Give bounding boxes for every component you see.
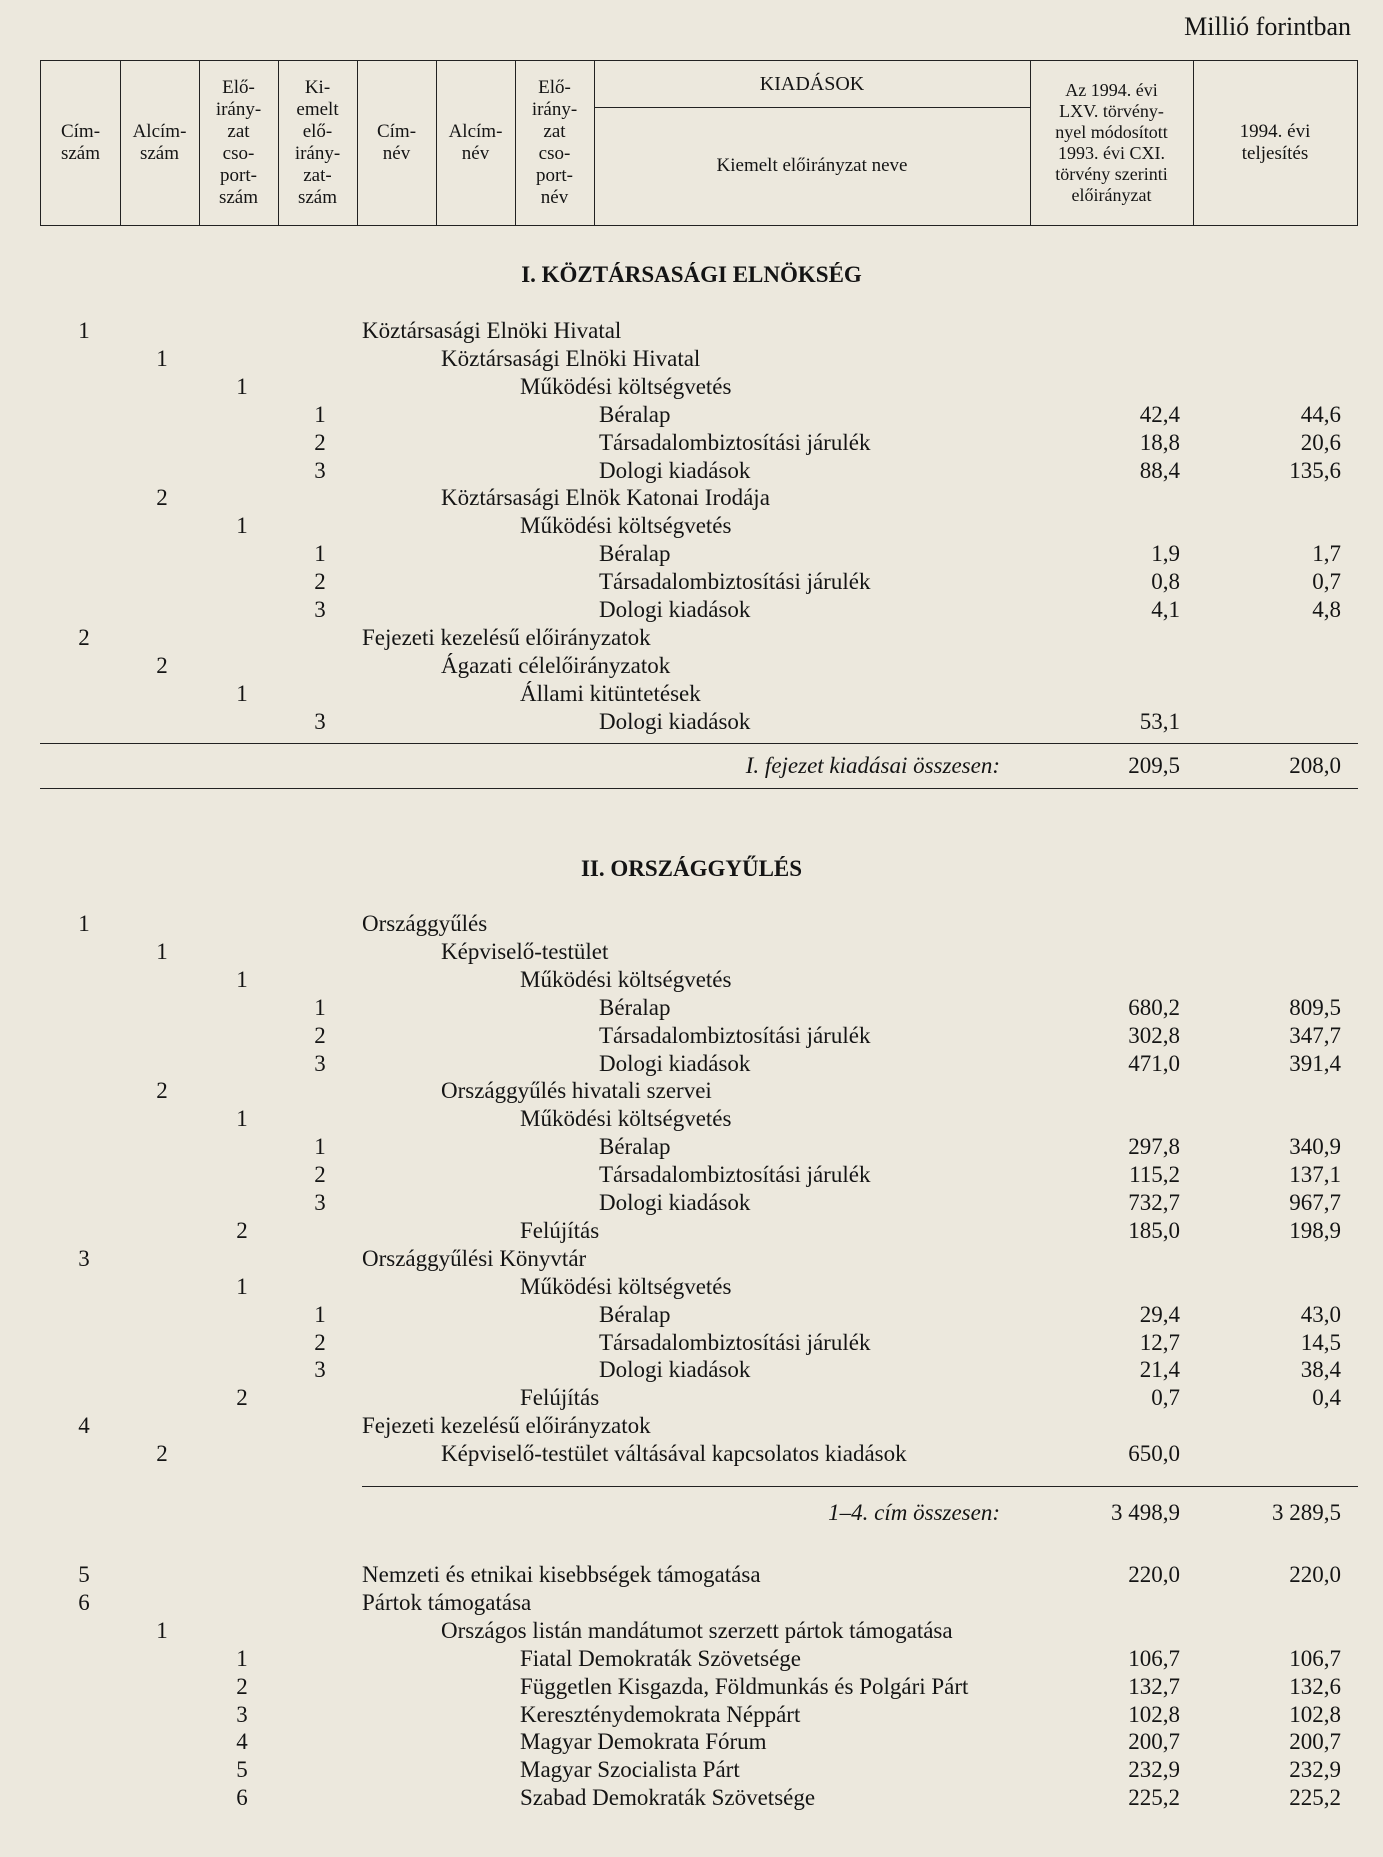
row-name: Működési költségvetés (520, 966, 732, 992)
row-teljesites: 1,7 (1312, 541, 1341, 567)
row-number: 1 (236, 966, 248, 992)
row-eloiranyzat: 18,8 (1139, 429, 1180, 455)
table-row (0, 680, 1383, 708)
row-number: 1 (314, 994, 326, 1020)
table-row (0, 568, 1383, 596)
row-name: Köztársasági Elnök Katonai Irodája (441, 485, 770, 511)
row-name: Dologi kiadások (599, 1050, 751, 1076)
header-eloiranyzat-csoport-szam: Elő- irány- zat cso- port- szám (215, 77, 262, 208)
row-eloiranyzat: 115,2 (1129, 1162, 1180, 1188)
row-number: 1 (236, 373, 248, 399)
row-number: 1 (314, 401, 326, 427)
table-row (0, 596, 1383, 624)
table-row (0, 345, 1383, 373)
header-cim-nev: Cím- név (376, 121, 417, 164)
row-name: Fejezeti kezelésű előirányzatok (362, 1413, 651, 1439)
table-row (0, 1617, 1383, 1645)
row-name: Magyar Demokrata Fórum (520, 1729, 767, 1755)
row-name: Nemzeti és etnikai kisebbségek támogatása (362, 1562, 761, 1587)
row-number: 2 (236, 1673, 248, 1699)
row-name: Országgyűlés hivatali szervei (441, 1078, 712, 1104)
table-row (0, 540, 1383, 568)
row-number: 1 (156, 1617, 168, 1643)
row-name: Állami kitüntetések (520, 680, 701, 706)
table-row (0, 1245, 1383, 1273)
row-teljesites: 132,6 (1289, 1673, 1341, 1699)
row-name: Országgyűlés (362, 911, 488, 936)
header-kiadasok: KIADÁSOK (759, 72, 865, 95)
row-number: 2 (314, 1329, 326, 1355)
row-number: 1 (314, 1301, 326, 1327)
row-name: Béralap (599, 994, 671, 1020)
row-eloiranyzat: 225,2 (1128, 1785, 1180, 1811)
table-row (0, 1412, 1383, 1440)
table-row (0, 1645, 1383, 1673)
row-eloiranyzat: 88,4 (1139, 457, 1180, 483)
row-number: 1 (236, 1106, 248, 1132)
row-number: 2 (236, 1385, 248, 1411)
row-name: Köztársasági Elnöki Hivatal (441, 345, 701, 371)
row-eloiranyzat: 53,1 (1139, 708, 1180, 734)
row-teljesites: 137,1 (1289, 1162, 1341, 1188)
row-eloiranyzat: 132,7 (1128, 1673, 1180, 1699)
header-alcim-szam: Alcím- szám (132, 121, 187, 164)
row-number: 1 (236, 680, 248, 706)
row-teljesites: 198,9 (1289, 1217, 1341, 1243)
table-row (0, 1440, 1383, 1468)
table-row (0, 457, 1383, 485)
row-number: 2 (78, 624, 90, 650)
row-teljesites: 391,4 (1289, 1050, 1341, 1076)
table-row (0, 1189, 1383, 1217)
table-row (0, 373, 1383, 401)
row-name: Kereszténydemokrata Néppárt (520, 1701, 801, 1727)
row-eloiranyzat: 732,7 (1128, 1190, 1180, 1215)
row-number: 1 (236, 1273, 248, 1299)
row-number: 3 (314, 1357, 326, 1383)
row-number: 5 (236, 1757, 248, 1783)
table-row (0, 994, 1383, 1022)
row-number: 1 (78, 911, 90, 936)
header-teljesites: 1994. évi teljesítés (1239, 121, 1311, 164)
row-number: 2 (314, 1022, 326, 1048)
table-row (0, 1273, 1383, 1301)
table-row (0, 624, 1383, 652)
table-row (0, 1217, 1383, 1245)
row-number: 2 (156, 652, 168, 678)
row-eloiranyzat: 0,8 (1151, 569, 1180, 595)
row-number: 5 (78, 1562, 90, 1587)
table-row (0, 1756, 1383, 1784)
row-name: Társadalombiztosítási járulék (599, 569, 871, 595)
row-eloiranyzat: 650,0 (1128, 1441, 1180, 1467)
row-name: Képviselő-testület (441, 938, 609, 964)
table-row (0, 512, 1383, 540)
row-eloiranyzat: 185,0 (1128, 1217, 1180, 1243)
table-row (0, 1077, 1383, 1105)
row-name: Országos listán mandátumot szerzett pártok támogatása (441, 1617, 953, 1643)
row-name: Béralap (599, 1301, 671, 1327)
table-row (0, 1384, 1383, 1412)
table-row (0, 708, 1383, 736)
table-row (0, 652, 1383, 680)
row-teljesites: 0,4 (1312, 1385, 1341, 1411)
row-name: Független Kisgazda, Földmunkás és Polgári Párt (520, 1673, 969, 1699)
row-teljesites: 809,5 (1289, 994, 1341, 1020)
row-eloiranyzat: 42,4 (1139, 401, 1180, 427)
row-eloiranyzat: 680,2 (1128, 994, 1180, 1020)
total-teljesites: 208,0 (1289, 753, 1341, 778)
row-number: 1 (314, 1134, 326, 1160)
row-number: 3 (314, 708, 326, 734)
row-eloiranyzat: 106,7 (1128, 1645, 1180, 1671)
table-row (0, 910, 1383, 938)
header-alcim-nev: Alcím- név (448, 121, 503, 164)
row-number: 3 (78, 1245, 90, 1271)
row-eloiranyzat: 200,7 (1128, 1729, 1180, 1755)
row-name: Működési költségvetés (520, 1273, 732, 1299)
row-name: Béralap (599, 541, 671, 567)
row-name: Dologi kiadások (599, 1190, 751, 1215)
row-eloiranyzat: 471,0 (1128, 1050, 1180, 1076)
row-number: 1 (156, 938, 168, 964)
row-name: Társadalombiztosítási járulék (599, 1022, 871, 1048)
table-row (0, 1673, 1383, 1701)
subtotal-label: 1–4. cím összesen: (828, 1500, 1000, 1525)
row-teljesites: 0,7 (1312, 569, 1341, 595)
section-title: I. KÖZTÁRSASÁGI ELNÖKSÉG (521, 262, 862, 287)
row-name: Pártok támogatása (362, 1589, 532, 1615)
table-row (0, 1728, 1383, 1756)
row-name: Társadalombiztosítási járulék (599, 1162, 871, 1188)
row-name: Szabad Demokraták Szövetsége (520, 1785, 816, 1811)
table-row (0, 1105, 1383, 1133)
row-teljesites: 967,7 (1289, 1190, 1341, 1215)
table-row (0, 401, 1383, 429)
row-name: Magyar Szocialista Párt (520, 1757, 740, 1783)
row-number: 2 (156, 485, 168, 511)
subtotal-eloiranyzat: 3 498,9 (1111, 1500, 1180, 1525)
table-row (0, 1561, 1383, 1589)
header-kiemelt-nev: Kiemelt előirányzat neve (716, 155, 908, 176)
table-row (0, 1022, 1383, 1050)
row-number: 1 (78, 318, 90, 343)
row-teljesites: 44,6 (1300, 401, 1341, 427)
row-teljesites: 135,6 (1289, 457, 1341, 483)
row-name: Képviselő-testület váltásával kapcsolatos kiadások (441, 1441, 907, 1467)
header-eloiranyzat-csoport-nev: Elő- irány- zat cso- port- név (531, 77, 578, 208)
row-eloiranyzat: 302,8 (1128, 1022, 1180, 1048)
row-number: 1 (236, 513, 248, 539)
row-name: Működési költségvetés (520, 373, 732, 399)
row-number: 3 (314, 1190, 326, 1215)
row-number: 2 (314, 1162, 326, 1188)
table-row (0, 1784, 1383, 1812)
row-teljesites: 4,8 (1312, 597, 1341, 622)
table-row (0, 1356, 1383, 1384)
row-teljesites: 20,6 (1300, 429, 1341, 455)
row-eloiranyzat: 1,9 (1151, 541, 1180, 567)
row-eloiranyzat: 21,4 (1139, 1357, 1180, 1383)
header-cim-szam: Cím- szám (60, 121, 101, 164)
table-row (0, 484, 1383, 512)
row-eloiranyzat: 4,1 (1151, 597, 1180, 622)
table-row (0, 1329, 1383, 1357)
table-row (0, 1301, 1383, 1329)
row-number: 2 (314, 569, 326, 595)
row-name: Országgyűlési Könyvtár (362, 1245, 587, 1271)
row-teljesites: 43,0 (1300, 1301, 1341, 1327)
header-eloiranyzat: Az 1994. évi LXV. törvény- nyel módosított 1993. évi CXI. törvény szerinti előirányzat (1055, 80, 1168, 205)
row-number: 1 (236, 1645, 248, 1671)
row-teljesites: 106,7 (1289, 1645, 1341, 1671)
row-number: 2 (156, 1078, 168, 1104)
row-number: 1 (314, 541, 326, 567)
row-number: 3 (314, 597, 326, 622)
table-row (0, 1589, 1383, 1617)
table-row (0, 317, 1383, 345)
row-name: Dologi kiadások (599, 1357, 751, 1383)
row-number: 4 (78, 1413, 90, 1439)
row-name: Dologi kiadások (599, 708, 751, 734)
row-name: Működési költségvetés (520, 513, 732, 539)
row-eloiranyzat: 102,8 (1128, 1701, 1180, 1727)
row-eloiranyzat: 12,7 (1139, 1329, 1180, 1355)
row-name: Dologi kiadások (599, 597, 751, 622)
section-title: II. ORSZÁGGYŰLÉS (580, 856, 803, 881)
row-eloiranyzat: 0,7 (1151, 1385, 1180, 1411)
table-row (0, 938, 1383, 966)
row-name: Béralap (599, 1134, 671, 1160)
row-teljesites: 347,7 (1289, 1022, 1341, 1048)
row-name: Működési költségvetés (520, 1106, 732, 1132)
table-row (0, 429, 1383, 457)
row-number: 2 (236, 1217, 248, 1243)
row-eloiranyzat: 232,9 (1128, 1757, 1180, 1783)
total-eloiranyzat: 209,5 (1128, 753, 1180, 778)
row-teljesites: 340,9 (1289, 1134, 1341, 1160)
row-name: Fiatal Demokraták Szövetsége (520, 1645, 802, 1671)
row-number: 3 (314, 457, 326, 483)
row-teljesites: 220,0 (1289, 1562, 1341, 1587)
row-number: 1 (156, 345, 168, 371)
row-name: Felújítás (520, 1217, 600, 1243)
row-eloiranyzat: 220,0 (1128, 1562, 1180, 1587)
row-name: Köztársasági Elnöki Hivatal (362, 318, 622, 343)
row-name: Dologi kiadások (599, 457, 751, 483)
table-row (0, 1133, 1383, 1161)
row-name: Béralap (599, 401, 671, 427)
row-number: 3 (236, 1701, 248, 1727)
row-name: Társadalombiztosítási járulék (599, 1329, 871, 1355)
table-row (0, 1161, 1383, 1189)
unit-label: Millió forintban (1184, 12, 1351, 41)
table-row (0, 1701, 1383, 1729)
subtotal-teljesites: 3 289,5 (1272, 1500, 1341, 1525)
table-row (0, 966, 1383, 994)
total-label: I. fejezet kiadásai összesen: (745, 753, 1000, 778)
row-name: Fejezeti kezelésű előirányzatok (362, 624, 651, 650)
row-teljesites: 225,2 (1289, 1785, 1341, 1811)
row-eloiranyzat: 29,4 (1139, 1301, 1180, 1327)
header-kiemelt-eloiranyzat-szam: Ki- emelt elő- irány- zat- szám (294, 77, 341, 208)
row-teljesites: 200,7 (1289, 1729, 1341, 1755)
row-teljesites: 102,8 (1289, 1701, 1341, 1727)
section1-total-row (0, 751, 1383, 781)
row-name: Ágazati célelőirányzatok (441, 652, 671, 678)
row-name: Társadalombiztosítási járulék (599, 429, 871, 455)
row-number: 2 (156, 1441, 168, 1467)
table-row (0, 1050, 1383, 1078)
section2-subtotal-row (0, 1498, 1383, 1528)
row-eloiranyzat: 297,8 (1128, 1134, 1180, 1160)
row-teljesites: 14,5 (1300, 1329, 1341, 1355)
row-teljesites: 232,9 (1289, 1757, 1341, 1783)
row-number: 3 (314, 1050, 326, 1076)
row-teljesites: 38,4 (1300, 1357, 1341, 1383)
row-number: 2 (314, 429, 326, 455)
row-name: Felújítás (520, 1385, 600, 1411)
row-number: 6 (78, 1589, 90, 1615)
row-number: 4 (236, 1729, 248, 1755)
row-number: 6 (236, 1785, 248, 1811)
table-header (40, 60, 1358, 226)
